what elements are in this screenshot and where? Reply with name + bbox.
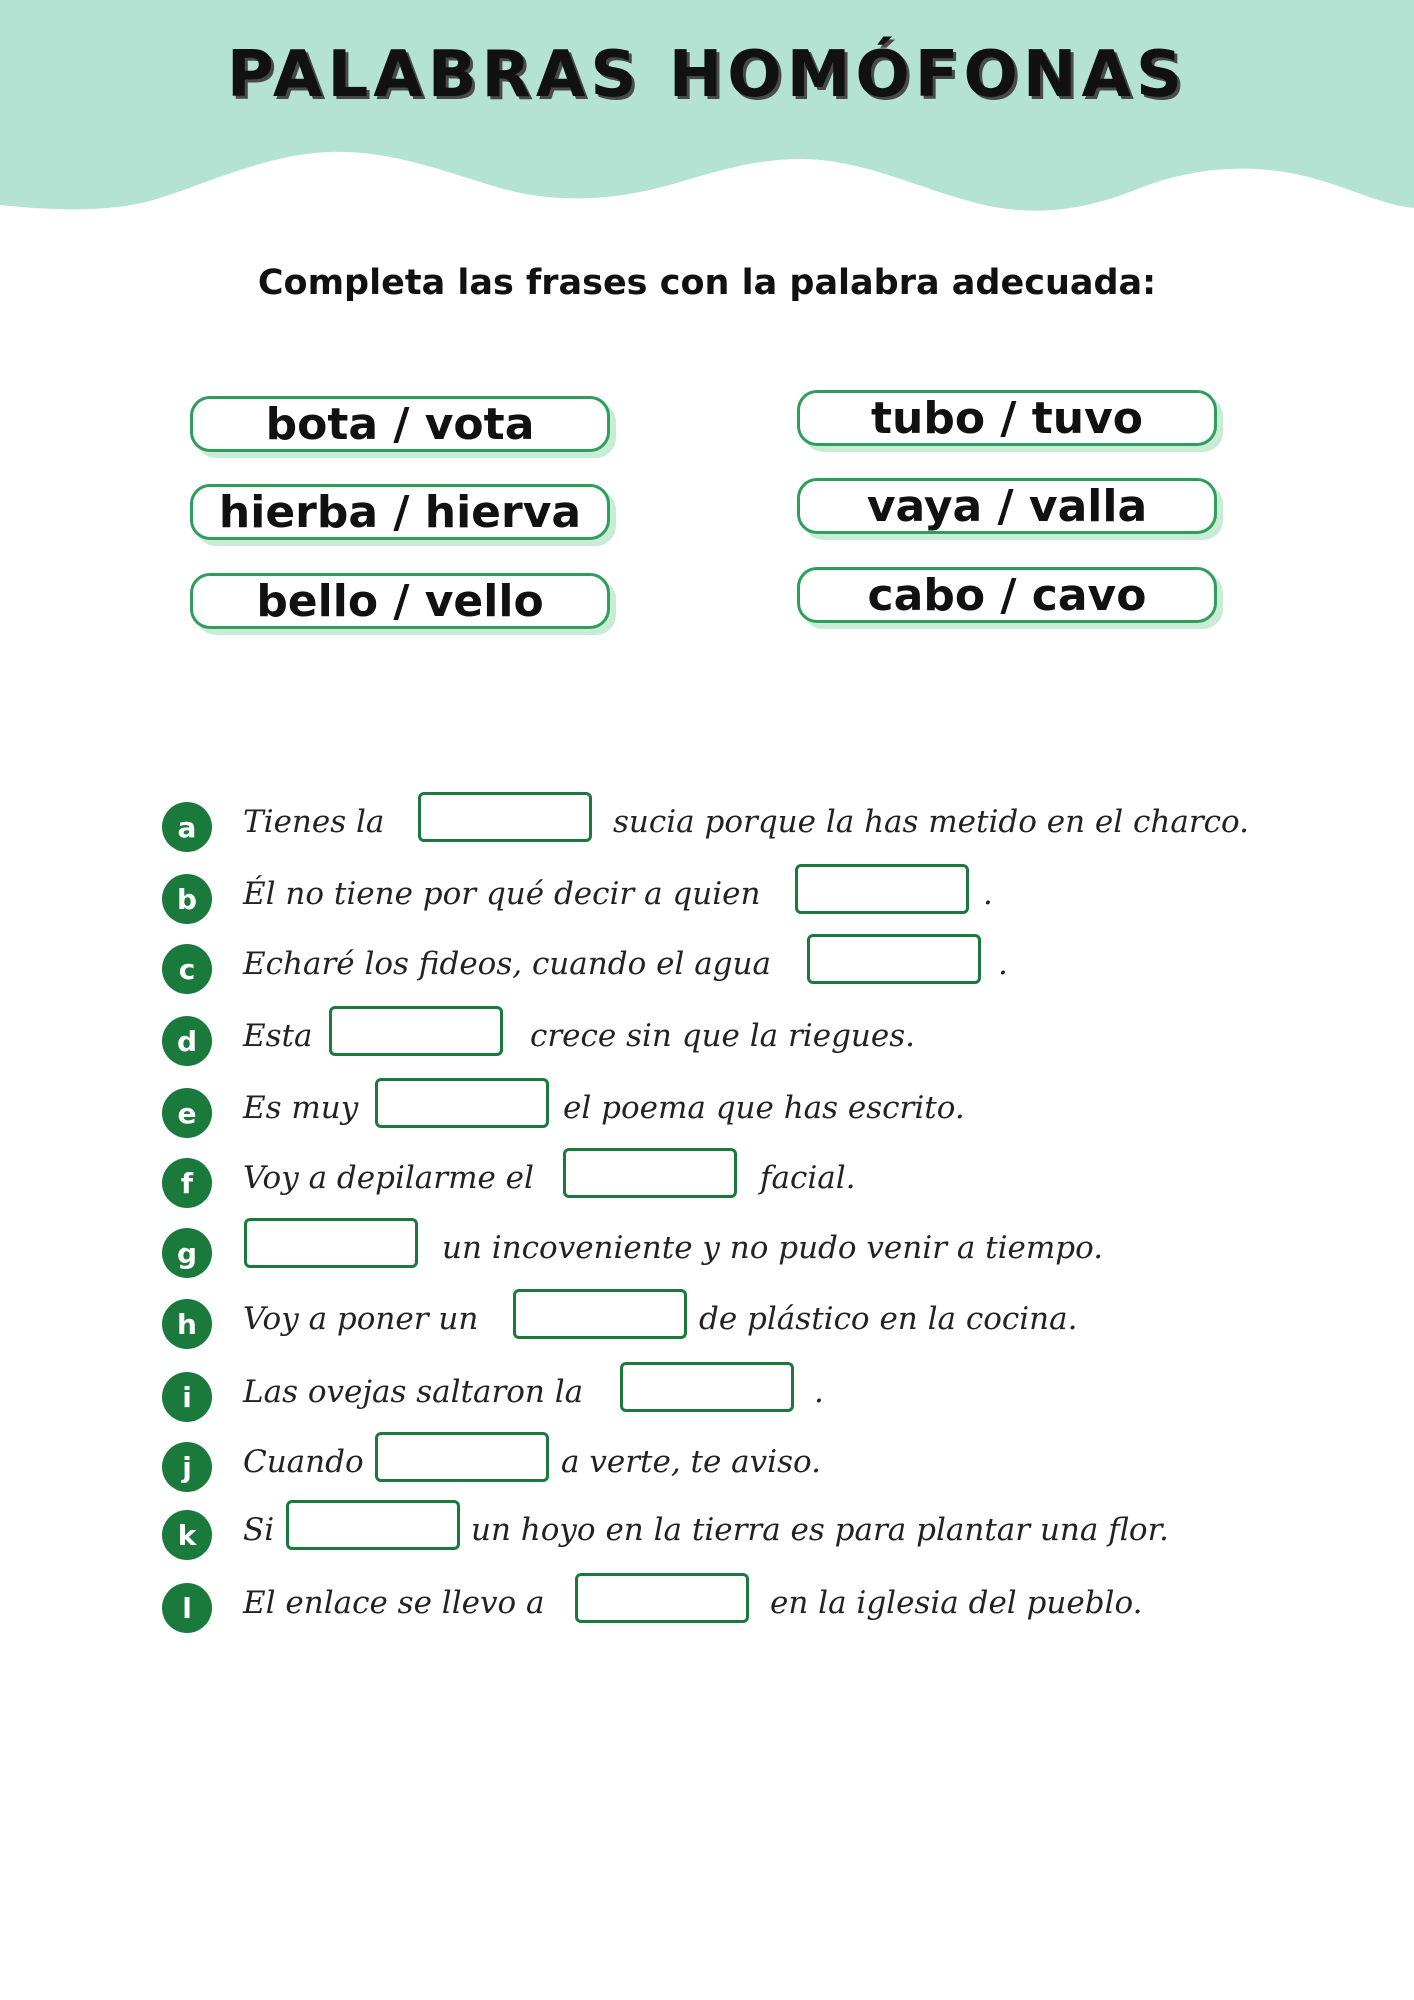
instruction-text: Completa las frases con la palabra adecuada:	[257, 263, 1157, 303]
sentence-text-before: Voy a depilarme el	[243, 1160, 534, 1196]
header-wave-background	[0, 0, 1414, 240]
answer-blank[interactable]	[244, 1218, 418, 1268]
exercise-letter-badge: a	[162, 802, 212, 852]
word-pair-pill: bello / vello	[190, 573, 610, 629]
exercise-row	[0, 1148, 1414, 1208]
exercise-row	[0, 1362, 1414, 1422]
exercise-row	[0, 1432, 1414, 1492]
exercise-letter-badge: c	[162, 944, 212, 994]
answer-blank[interactable]	[795, 864, 969, 914]
exercise-row	[0, 1218, 1414, 1278]
answer-blank[interactable]	[513, 1289, 687, 1339]
exercise-letter-badge: e	[162, 1088, 212, 1138]
word-pair-pill: vaya / valla	[797, 478, 1217, 534]
exercise-letter-badge: j	[162, 1442, 212, 1492]
answer-blank[interactable]	[329, 1006, 503, 1056]
exercise-row	[0, 1573, 1414, 1633]
answer-blank[interactable]	[620, 1362, 794, 1412]
sentence-text-after: un hoyo en la tierra es para plantar una flor.	[471, 1512, 1169, 1548]
exercise-row	[0, 1500, 1414, 1560]
sentence-text-after: un incoveniente y no pudo venir a tiempo.	[442, 1230, 1104, 1266]
sentence-text-after: .	[998, 946, 1008, 982]
sentence-text-after: .	[983, 876, 993, 912]
exercise-row	[0, 1006, 1414, 1066]
sentence-text-before: Las ovejas saltaron la	[243, 1374, 584, 1410]
word-pair-pill: tubo / tuvo	[797, 390, 1217, 446]
answer-blank[interactable]	[375, 1078, 549, 1128]
sentence-text-before: Tienes la	[243, 804, 385, 840]
answer-blank[interactable]	[286, 1500, 460, 1550]
sentence-text-before: Él no tiene por qué decir a quien	[243, 876, 761, 912]
exercise-letter-badge: f	[162, 1158, 212, 1208]
sentence-text-before: Echaré los fideos, cuando el agua	[243, 946, 771, 982]
sentence-text-after: sucia porque la has metido en el charco.	[613, 804, 1249, 840]
exercise-row	[0, 1289, 1414, 1349]
exercise-letter-badge: k	[162, 1510, 212, 1560]
answer-blank[interactable]	[575, 1573, 749, 1623]
sentence-text-after: el poema que has escrito.	[563, 1090, 965, 1126]
exercise-letter-badge: i	[162, 1372, 212, 1422]
answer-blank[interactable]	[563, 1148, 737, 1198]
sentence-text-before: Esta	[243, 1018, 313, 1054]
word-pair-pill: bota / vota	[190, 396, 610, 452]
answer-blank[interactable]	[375, 1432, 549, 1482]
exercise-row	[0, 864, 1414, 924]
sentence-text-before: Si	[243, 1512, 275, 1548]
sentence-text-after: facial.	[760, 1160, 856, 1196]
page-title: PALABRAS HOMÓFONAS	[226, 38, 1188, 112]
sentence-text-after: crece sin que la riegues.	[530, 1018, 915, 1054]
exercise-row	[0, 934, 1414, 994]
sentence-text-before: Cuando	[243, 1444, 364, 1480]
sentence-text-before: Es muy	[243, 1090, 359, 1126]
sentence-text-before: Voy a poner un	[243, 1301, 479, 1337]
exercise-letter-badge: d	[162, 1016, 212, 1066]
exercise-letter-badge: l	[162, 1583, 212, 1633]
exercise-letter-badge: g	[162, 1228, 212, 1278]
sentence-text-before: El enlace se llevo a	[243, 1585, 545, 1621]
exercise-letter-badge: b	[162, 874, 212, 924]
exercise-letter-badge: h	[162, 1299, 212, 1349]
exercise-row	[0, 1078, 1414, 1138]
sentence-text-after: de plástico en la cocina.	[699, 1301, 1078, 1337]
answer-blank[interactable]	[418, 792, 592, 842]
sentence-text-after: en la iglesia del pueblo.	[770, 1585, 1143, 1621]
word-pair-pill: cabo / cavo	[797, 567, 1217, 623]
exercise-row	[0, 792, 1414, 852]
sentence-text-after: a verte, te aviso.	[561, 1444, 821, 1480]
word-pair-pill: hierba / hierva	[190, 484, 610, 540]
sentence-text-after: .	[814, 1374, 824, 1410]
answer-blank[interactable]	[807, 934, 981, 984]
